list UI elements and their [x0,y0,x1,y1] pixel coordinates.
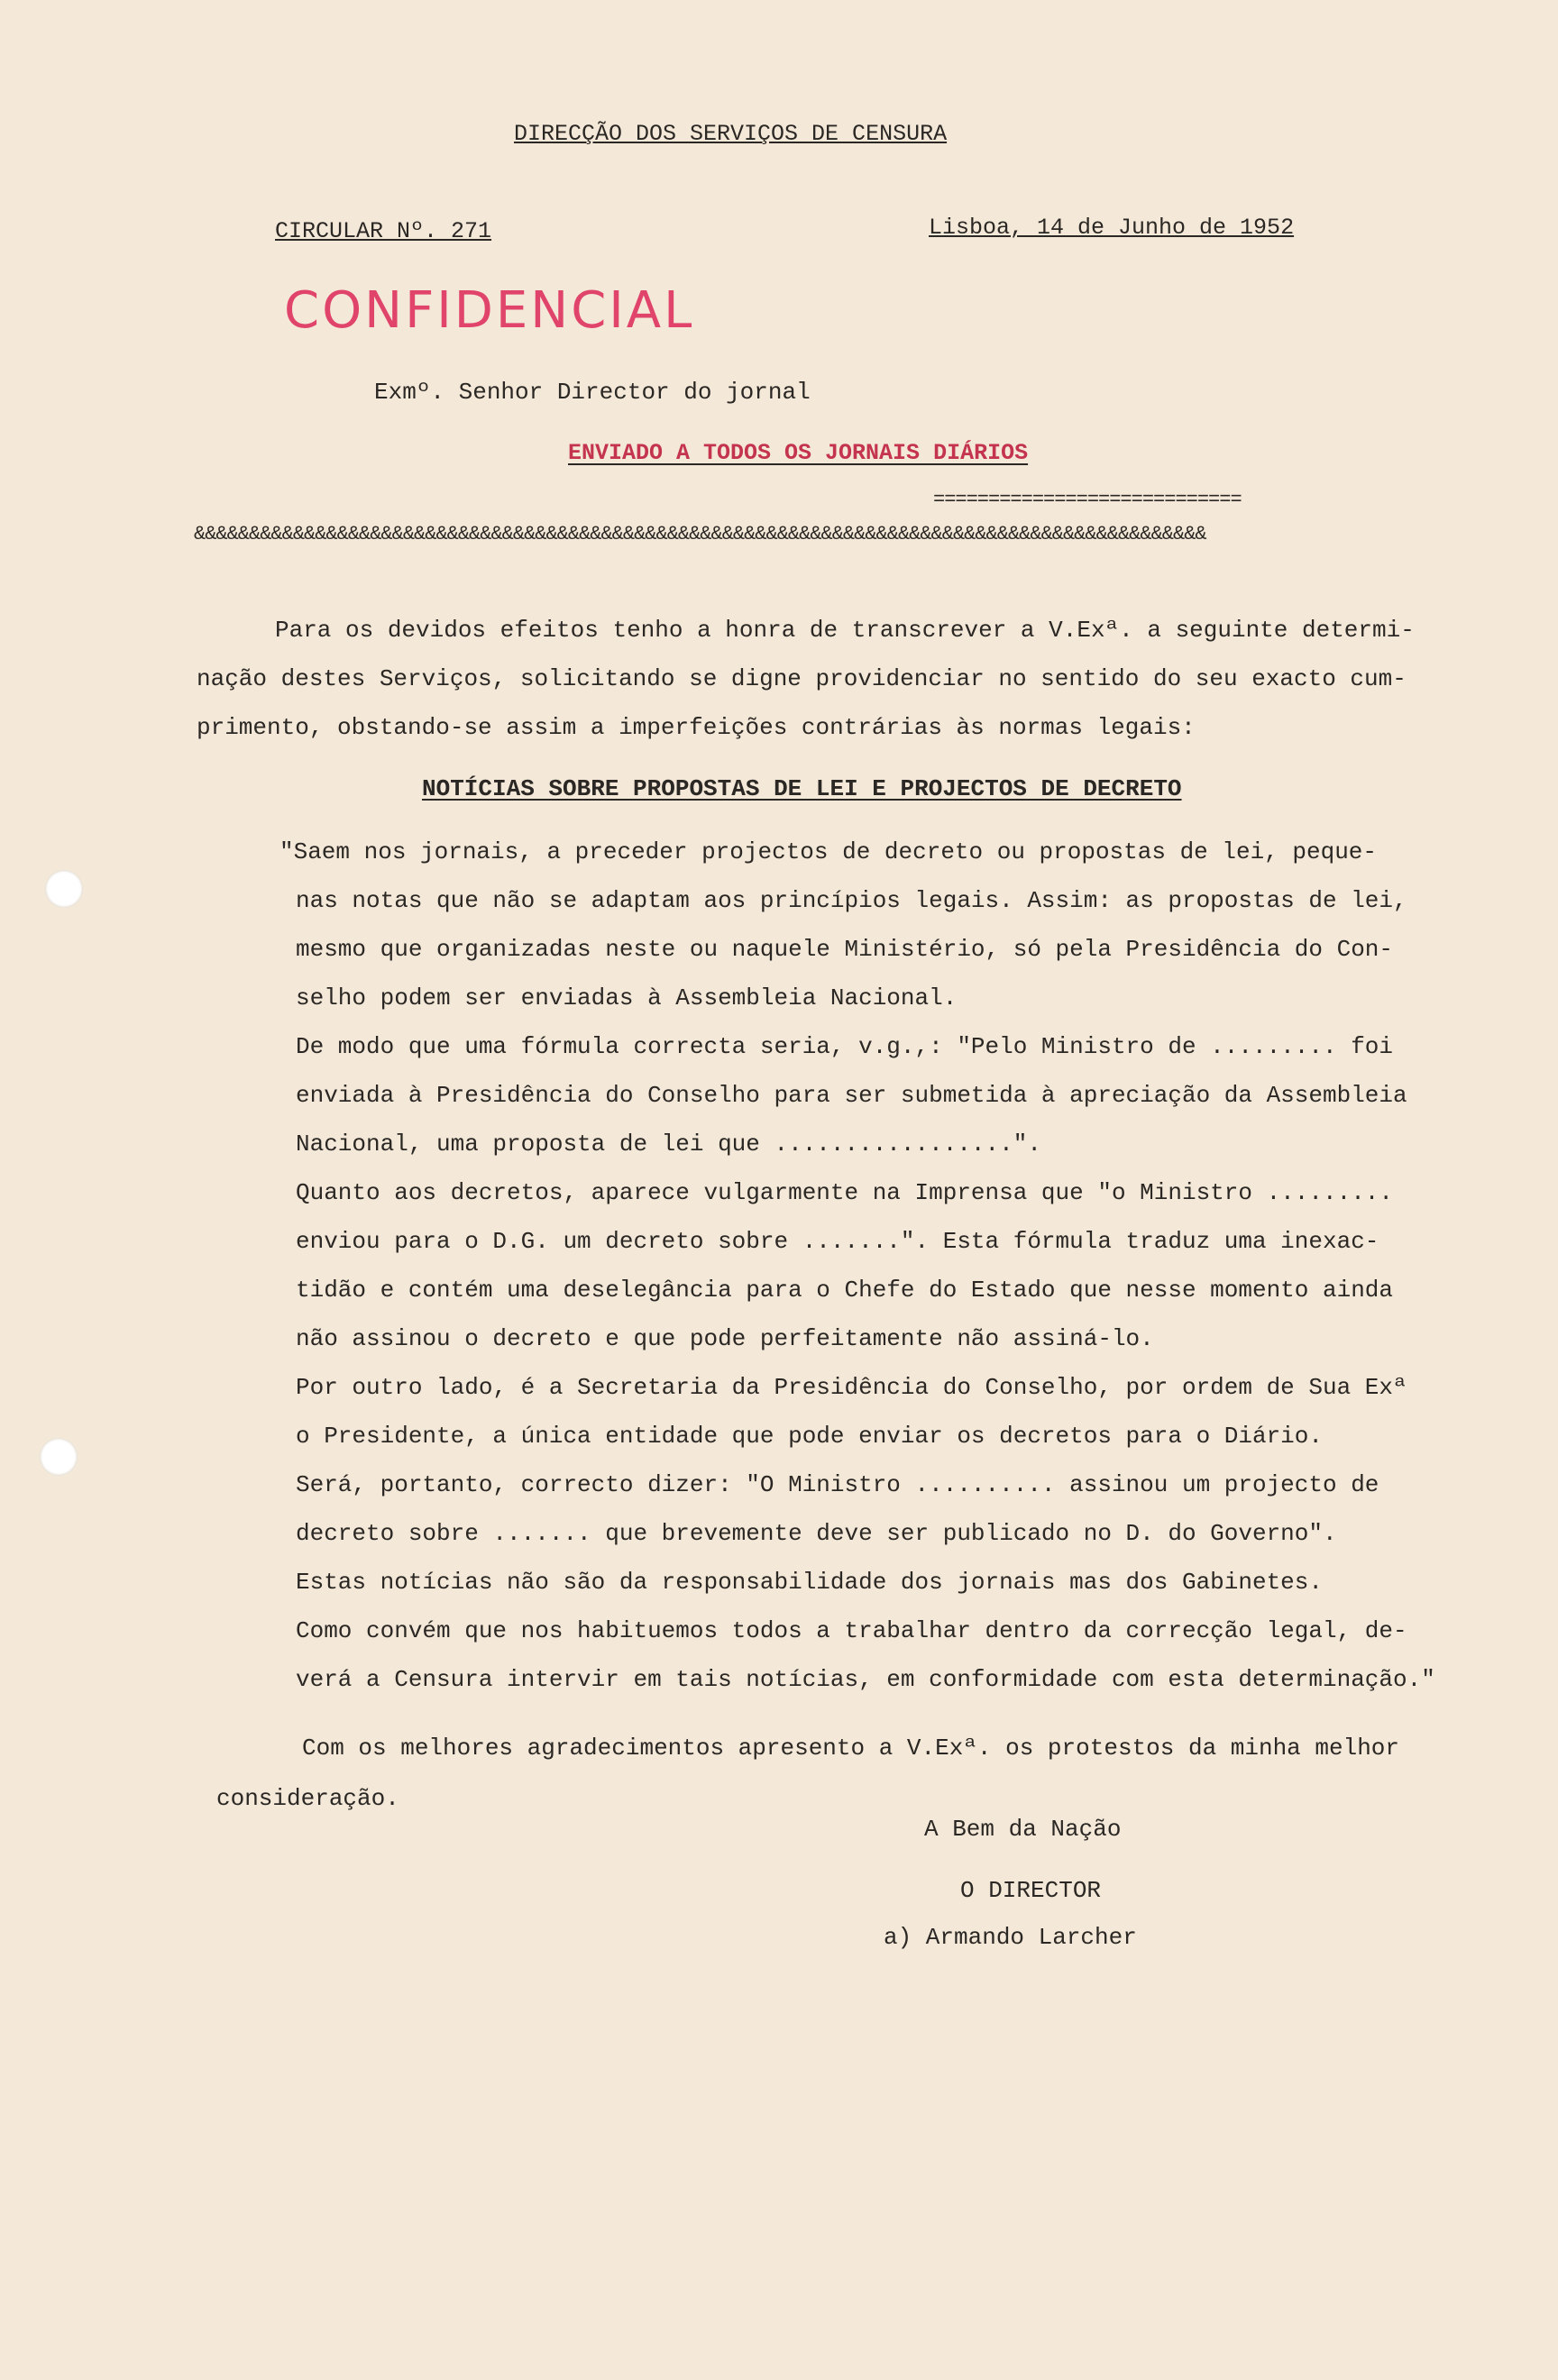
quote-line: De modo que uma fórmula correcta seria, v.g.,: "Pelo Ministro de ......... foi [296,1033,1393,1060]
intro-line: nação destes Serviços, solicitando se digne providenciar no sentido do seu exacto cum- [197,665,1407,692]
quote-line: Será, portanto, correcto dizer: "O Ministro .......... assinou um projecto de [296,1471,1379,1498]
circular-number: CIRCULAR Nº. 271 [275,218,492,244]
quote-line: mesmo que organizadas neste ou naquele Ministério, só pela Presidência do Con- [296,936,1393,963]
quote-line: enviou para o D.G. um decreto sobre .......". Esta fórmula traduz uma inexac- [296,1228,1379,1255]
agency-title: DIRECÇÃO DOS SERVIÇOS DE CENSURA [514,121,948,147]
quote-line: Como convém que nos habituemos todos a trabalhar dentro da correcção legal, de- [296,1617,1407,1644]
quote-line: o Presidente, a única entidade que pode enviar os decretos para o Diário. [296,1423,1323,1450]
punch-hole [45,870,83,908]
quote-line: enviada à Presidência do Conselho para ser submetida à apreciação da Assembleia [296,1082,1407,1109]
salutation: Exmº. Senhor Director do jornal [374,379,811,406]
intro-line: primento, obstando-se assim a imperfeições contrárias às normas legais: [197,714,1196,741]
quote-line: Nacional, uma proposta de lei que .................". [296,1130,1041,1158]
place-date: Lisboa, 14 de Junho de 1952 [929,215,1295,241]
punch-hole [40,1438,78,1476]
signature-motto: A Bem da Nação [924,1816,1122,1843]
intro-line: Para os devidos efeitos tenho a honra de transcrever a V.Exª. a seguinte determi- [275,617,1415,644]
quote-line: Estas notícias não são da responsabilidade dos jornais mas dos Gabinetes. [296,1569,1323,1596]
quote-line: tidão e contém uma deselegância para o Chefe do Estado que nesse momento ainda [296,1277,1393,1304]
closing-line: Com os melhores agradecimentos apresento a V.Exª. os protestos da minha melhor [302,1735,1399,1762]
quote-line: não assinou o decreto e que pode perfeitamente não assiná-lo. [296,1325,1154,1352]
signature-name: a) Armando Larcher [884,1924,1137,1951]
closing-line: consideração. [216,1785,399,1812]
quote-line: "Saem nos jornais, a preceder projectos de decreto ou propostas de lei, peque- [280,838,1377,865]
quote-line: Quanto aos decretos, aparece vulgarmente na Imprensa que "o Ministro ......... [296,1179,1393,1206]
quote-line: verá a Censura intervir em tais notícias, em conformidade com esta determinação." [296,1666,1435,1693]
quote-line: nas notas que não se adaptam aos princípios legais. Assim: as propostas de lei, [296,887,1407,914]
section-title: NOTÍCIAS SOBRE PROPOSTAS DE LEI E PROJECTOS DE DECRETO [422,775,1182,802]
quote-line: Por outro lado, é a Secretaria da Presidência do Conselho, por ordem de Sua Exª [296,1374,1407,1401]
signature-title: O DIRECTOR [960,1877,1102,1904]
quote-line: decreto sobre ....... que brevemente deve ser publicado no D. do Governo". [296,1520,1337,1547]
rule-equals: ============================ [933,489,1242,511]
rule-ampersands: &&&&&&&&&&&&&&&&&&&&&&&&&&&&&&&&&&&&&&&&&&&&&&&&&&&&&&&&&&&&&&&&&&&&&&&&&&&&&&&&&&&&&&&&&&&& [194,523,1206,545]
distribution-note: ENVIADO A TODOS OS JORNAIS DIÁRIOS [568,440,1029,466]
quote-line: selho podem ser enviadas à Assembleia Nacional. [296,984,958,1012]
confidential-stamp: CONFIDENCIAL [284,281,695,340]
